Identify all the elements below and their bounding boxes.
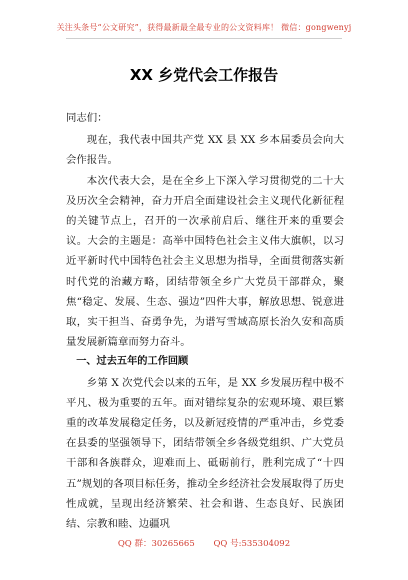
document-title: XX 乡党代会工作报告 — [129, 66, 279, 84]
footer-qq: QQ 号:535304092 — [213, 539, 291, 549]
section-heading: 一、过去五年的工作回顾 — [76, 356, 189, 368]
paragraph: 本次代表大会，是在全乡上下深入学习贯彻党的二十大及历次全会精神，奋力开启全面建设社会主义现代化新征程的关键节点上，召开的一次承前启后、继往开来的重要会议。大会的主题是：高举中国特色社会主义伟大旗帜，以习近平新时代中国特色社会主义思想为指导，全面贯彻落实新时代党的治藏方略，团结带领全乡广大党员干部群众，聚焦“稳定、发展、生态、强边”四件大事，解放思想、锐意进取，实干担当、奋勇争先，为谱写雪域高原长治久安和高质量发展新篇章而努力奋斗。 — [66, 174, 344, 349]
footer-qq-group: QQ 群：30265665 — [117, 539, 195, 549]
document-body — [66, 108, 344, 534]
paragraph: 乡第 X 次党代会以来的五年，是 XX 乡发展历程中极不平凡、极为重要的五年。面对错综复杂的宏观环境、艰巨繁重的改革发展稳定任务，以及新冠疫情的严重冲击，乡党委在县委的坚强领导下，团结带领全乡各级党组织、广大党员干部和各族群众，迎难而上、砥砺前行，胜利完成了“十四五”规划的各项目标任务，推动全乡经济社会发展取得了历史性成就，呈现出经济繁荣、社会和谐、生态良好、民族团结、宗教和睦、边疆巩 — [66, 376, 344, 531]
paragraph: 现在，我代表中国共产党 XX 县 XX 乡本届委员会向大会作报告。 — [66, 134, 344, 167]
header-note: 关注头条号“公文研究”，获得最新最全最专业的公文资料库！ 微信：gongwenyj — [56, 23, 352, 32]
greeting: 同志们： — [66, 112, 108, 124]
header-divider — [66, 38, 342, 39]
footer — [0, 537, 408, 549]
